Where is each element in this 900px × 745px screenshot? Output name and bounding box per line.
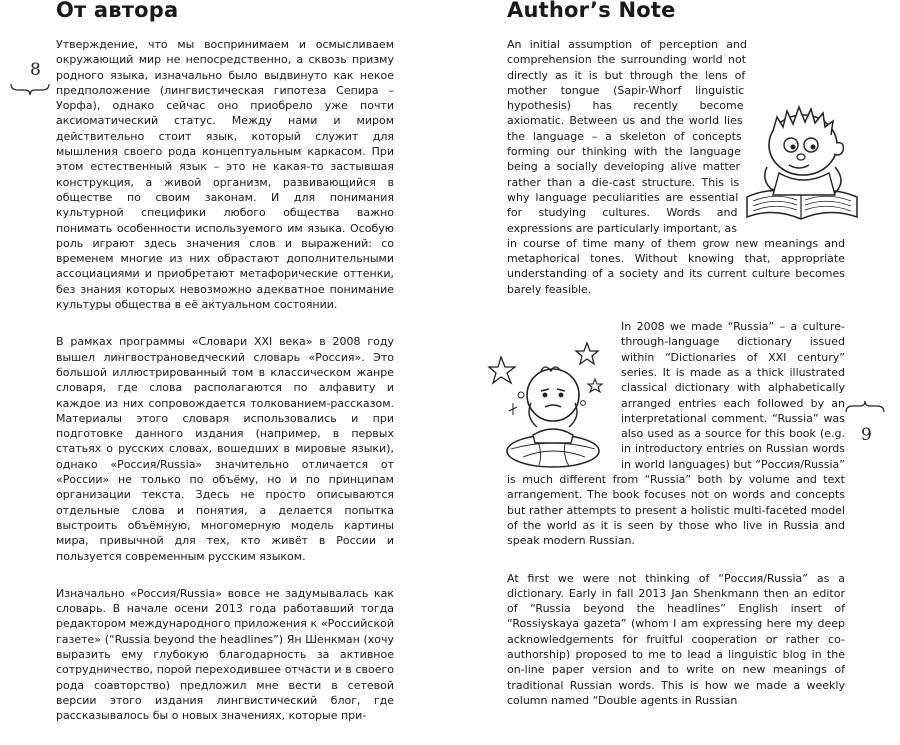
- left-paragraph-3: Изначально «Россия/Russia» вовсе не задумывалась как словарь. В начале осени 2013 года работавший тогда редактором международного приложения к «Российской газете» (“Russia beyond the headlines”) Ян Шенкман (хочу выразить ему глубокую благодарность за активное сотрудничество, порой переходившее отчасти и в своего рода соавторство) предложил мне вести в сетевой версии этого издания лингвистический блог, где рассказывалось бы о новых значениях, которые при-: [56, 586, 394, 723]
- left-paragraph-2: В рамках программы «Словари XXI века» в 2008 году вышел лингвострановедческий словарь «Россия». Это большой иллюстрированный том в классическом жанре словаря, где слова располагаются по алфавиту и каждое из них сопровождается толкованием-рассказом. Материалы этого словаря использовались и при подготовке данного издания (например, в первых статьях о русских словах, вошедших в мировые языки), однако «Россия/Russia» значительно отличается от «России» не только по объёму, но и по принципам организации текста. Здесь не просто описываются отдельные слова и понятия, а делается попытка выстроить объёмную, многомерную модель картины мира, привычной для тех, кто живёт в России и пользуется современным русским языком.: [56, 335, 394, 563]
- left-page-body: [56, 37, 394, 745]
- child-on-globe-icon: [487, 333, 615, 469]
- star-child-illustration-slot: [487, 333, 615, 469]
- right-paragraph-3: At first we were not thinking of “Россия/Russia” as a dictionary. Early in fall 2013 Jan Shenkmann then an editor of “Russia beyond the headlines” English insert of “Rossiyskaya gazeta” (whom I am expressing here my deep acknowledgements for fruitful cooperation or rather co-authorship) proposed to me to lead a linguistic blog in the on-line paper version and to write on new meanings of traditional Russian words. This is how we made a weekly column named “Double agents in Russian: [507, 571, 845, 707]
- right-page-heading: Author’s Note: [507, 0, 676, 22]
- left-paragraph-1: Утверждение, что мы воспринимаем и осмысливаем окружающий мир не непосредственно, а сквозь призму родного языка, изначально было выдвинуто как некое предположение (лингвистическая гипотеза Сепира – Уорфа), однако сейчас оно приобрело уже почти аксиоматический статус. Между нами и миром действительно стоит язык, который служит для мышления своего рода концептуальным каркасом. При этом естественный язык – это не какая-то застывшая конструкция, а живой организм, развивающийся в обществе по своим законам. И для понимания культурной специфики любого общества важно понимать особенности используемого им языка. Особую роль играют здесь значения слов и выражений: со временем многие из них обрастают дополнительными ассоциациями и приобретают метафорические оттенки, без знания которых невозможно адекватное понимание культуры общества в её актуальном состоянии.: [56, 38, 394, 312]
- right-page: [450, 0, 900, 707]
- right-page-body: [507, 37, 845, 730]
- right-paragraph-1: An initial assumption of perception and comprehension the surrounding world not directly as it is but through the lens of mother tongue (Sapir-Whorf linguistic hypothesis) has recently become axiomatic. Between us and the world lies the language – a skeleton of concepts forming our thinking with the language being a socially developing alive matter rather than a die-cast structure. This is why language peculiarities are essential for studying cultures. Words and expressions are particularly important, as in course of time many of them grow new meanings and metaphorical tones. Without knowing that, appropriate understanding of a society and its current culture becomes barely feasible.: [507, 38, 845, 296]
- page-bracket-icon: [845, 400, 885, 414]
- boy-reading-book-icon: [743, 97, 861, 229]
- boy-reading-illustration-slot: [743, 97, 853, 229]
- page-bracket-icon: [10, 82, 50, 96]
- right-page-number: 9: [861, 425, 872, 445]
- right-paragraph-2: In 2008 we made “Russia” – a culture-through-language dictionary issued within “Dictionaries of XXI century” series. It is made as a thick illustrated classical dictionary with alphabetically arranged entries each followed by an interpretational comment. “Russia” was also used as a source for this book (e.g. in introductory entries on Russian words in world languages) but “Россия/Russia” is much different from “Russia” both by volume and text arrangement. The book focuses not on words and concepts but rather attempts to present a holistic multi-faceted model of the world as it is seen by those who live in Russia and speak modern Russian.: [507, 320, 845, 548]
- left-page-heading: От автора: [56, 0, 179, 22]
- left-page-number: 8: [30, 60, 41, 80]
- left-page: [0, 0, 450, 723]
